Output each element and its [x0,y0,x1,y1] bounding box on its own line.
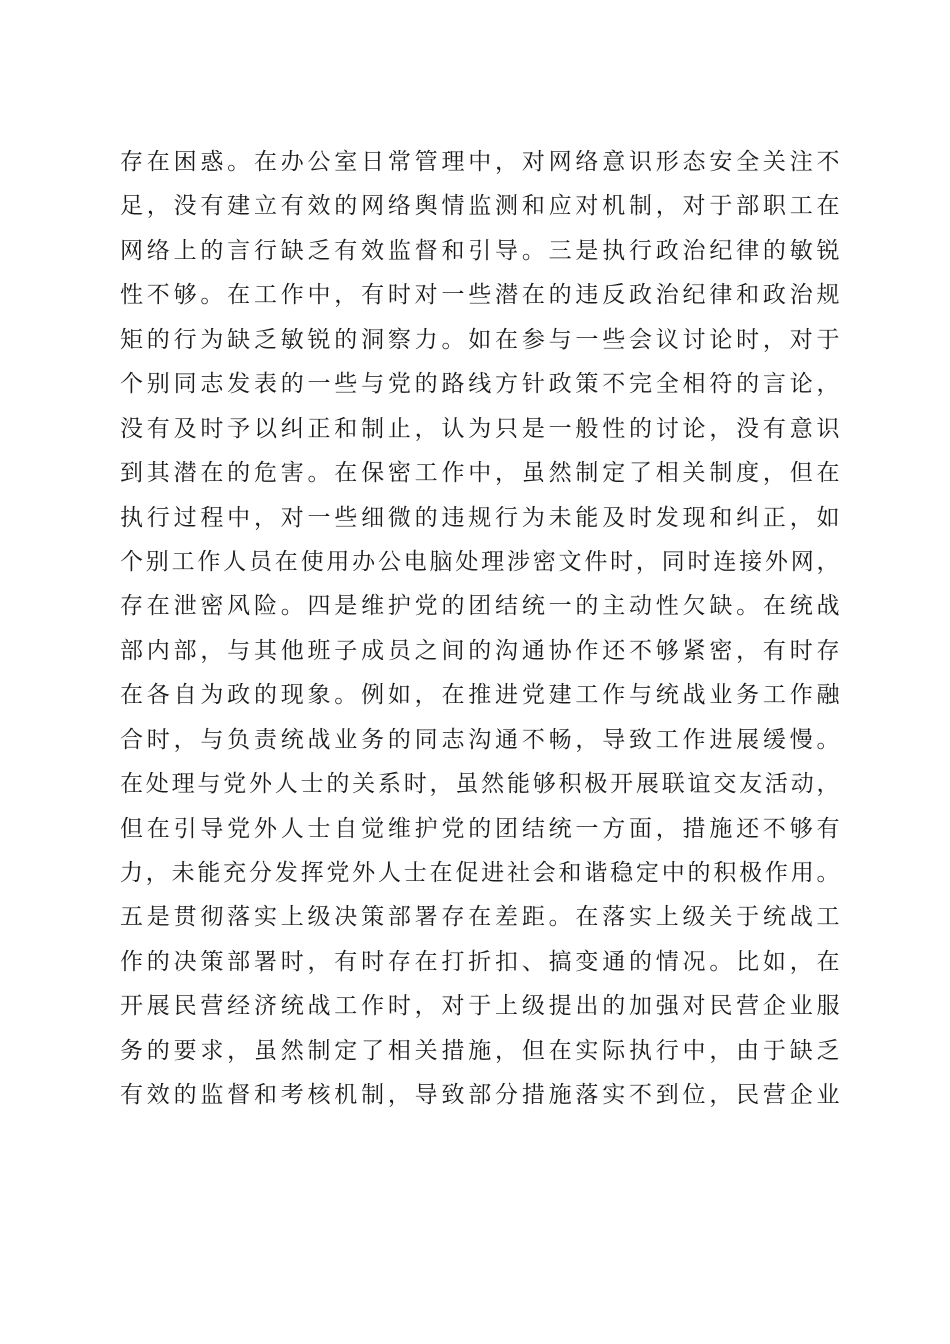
text-line: 部内部，与其他班子成员之间的沟通协作还不够紧密，有时存 [120,637,840,664]
text-line: 五是贯彻落实上级决策部署存在差距。在落实上级关于统战工 [120,904,840,931]
text-line: 在处理与党外人士的关系时，虽然能够积极开展联谊交友活动， [120,771,840,798]
body-text [120,140,840,1118]
text-line: 没有及时予以纠正和制止，认为只是一般性的讨论，没有意识 [120,415,840,442]
text-line: 性不够。在工作中，有时对一些潜在的违反政治纪律和政治规 [120,282,840,309]
text-line: 存在困惑。在办公室日常管理中，对网络意识形态安全关注不 [120,149,840,175]
text-line: 个别同志发表的一些与党的路线方针政策不完全相符的言论， [120,371,840,398]
text-line: 合时，与负责统战业务的同志沟通不畅，导致工作进展缓慢。 [120,726,840,753]
text-line: 作的决策部署时，有时存在打折扣、搞变通的情况。比如，在 [120,948,840,975]
text-line: 矩的行为缺乏敏锐的洞察力。如在参与一些会议讨论时，对于 [120,326,840,353]
text-line: 到其潜在的危害。在保密工作中，虽然制定了相关制度，但在 [120,460,840,487]
text-line: 个别工作人员在使用办公电脑处理涉密文件时，同时连接外网， [120,548,840,575]
text-line: 开展民营经济统战工作时，对于上级提出的加强对民营企业服 [120,993,840,1020]
text-line: 但在引导党外人士自觉维护党的团结统一方面，措施还不够有 [120,815,840,842]
text-line: 务的要求，虽然制定了相关措施，但在实际执行中，由于缺乏 [120,1037,840,1064]
text-line: 网络上的言行缺乏有效监督和引导。三是执行政治纪律的敏锐 [120,237,840,264]
text-line: 在各自为政的现象。例如，在推进党建工作与统战业务工作融 [120,682,840,709]
text-line: 存在泄密风险。四是维护党的团结统一的主动性欠缺。在统战 [120,593,840,620]
text-line: 有效的监督和考核机制，导致部分措施落实不到位，民营企业 [120,1082,840,1109]
text-line: 足，没有建立有效的网络舆情监测和应对机制，对于部职工在 [120,193,840,220]
text-line: 力，未能充分发挥党外人士在促进社会和谐稳定中的积极作用。 [120,860,840,886]
text-line: 执行过程中，对一些细微的违规行为未能及时发现和纠正，如 [120,504,840,531]
